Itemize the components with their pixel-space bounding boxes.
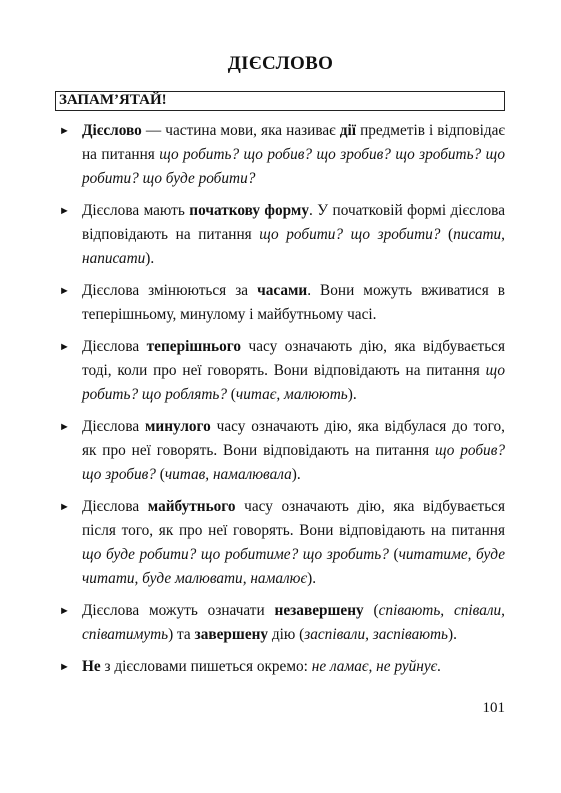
bold-term: теперішнього (146, 338, 241, 355)
rule-text-segment: Дієслова можуть означати (82, 602, 275, 619)
italic-example: що робити? що зробити? (259, 226, 441, 243)
rule-text (82, 202, 505, 267)
bold-term: часами (257, 282, 308, 299)
rule-text-segment: Дієслова мають (82, 202, 190, 219)
remember-box: ЗАПАМ’ЯТАЙ! (55, 91, 505, 111)
bold-term: завершену (194, 626, 269, 643)
rules-list (59, 119, 505, 687)
rule-item (59, 599, 505, 647)
italic-example: що робив? що зробив? (82, 442, 505, 483)
rule-text-segment: часу означають дію, яка відбулася до того, як про неї говорять. Вони відповідають на питання (82, 418, 505, 459)
italic-example: співають, співали, співатимуть (82, 602, 505, 643)
rule-text-segment: ). (347, 386, 357, 403)
bold-term: початкову форму (189, 202, 310, 219)
rule-text (82, 338, 505, 403)
rule-text-segment: ( (388, 546, 399, 563)
rule-text-segment: з дієсловами пишеться окремо: (100, 658, 312, 675)
triangle-bullet-icon: ► (59, 501, 70, 513)
italic-example: заспівали, заспівають (304, 626, 449, 643)
rule-text-segment: часу означають дію, яка відбувається після того, як про неї говорять. Вони відповідають на питання (82, 498, 505, 539)
rule-text-segment: ) та (168, 626, 195, 643)
rule-text (82, 602, 505, 643)
triangle-bullet-icon: ► (59, 661, 70, 673)
italic-example: читав, намалювала (164, 466, 292, 483)
rule-item (59, 279, 505, 327)
rule-text-segment: Дієслова (82, 338, 147, 355)
rule-item (59, 415, 505, 487)
rule-text-segment: ). (448, 626, 457, 643)
bold-term: незавершену (274, 602, 364, 619)
rule-text-segment: ). (307, 570, 317, 587)
rule-text (82, 122, 505, 187)
rule-item (59, 199, 505, 271)
rule-text-segment: ( (363, 602, 379, 619)
rule-text-segment: ( (155, 466, 165, 483)
triangle-bullet-icon: ► (59, 285, 70, 297)
rule-text-segment: ). (145, 250, 155, 267)
rule-text-segment: ( (226, 386, 236, 403)
rule-item (59, 655, 505, 679)
italic-example: не ламає, не руйнує. (311, 658, 442, 675)
rule-text-segment: ( (440, 226, 454, 243)
italic-example: що робить? що робив? що зробив? що зробить? що робити? що буде робити? (82, 146, 505, 187)
rule-item (59, 119, 505, 191)
rule-text-segment: ). (291, 466, 301, 483)
triangle-bullet-icon: ► (59, 341, 70, 353)
rule-text-segment: Дієслова (82, 418, 146, 435)
rule-text (82, 658, 441, 675)
bold-term: Дієслово (82, 122, 142, 139)
rule-text-segment: — частина мови, яка називає (141, 122, 340, 139)
rule-item (59, 495, 505, 591)
bold-term: майбутнього (147, 498, 236, 515)
italic-example: що робить? що роблять? (82, 362, 505, 403)
rule-item (59, 335, 505, 407)
italic-example: що буде робити? що робитиме? що зробить? (82, 546, 389, 563)
rule-text-segment: Дієслова змінюються за (82, 282, 258, 299)
rule-text-segment: предметів і відповідає на питання (82, 122, 505, 163)
bold-term: Не (82, 658, 101, 675)
triangle-bullet-icon: ► (59, 125, 70, 137)
rule-text-segment: . Вони можуть вживатися в теперішньому, минулому і майбутньому часі. (82, 282, 505, 323)
triangle-bullet-icon: ► (59, 205, 70, 217)
rule-text (82, 418, 505, 483)
rule-text-segment: . У початковій формі дієслова відповідають на питання (82, 202, 505, 243)
italic-example: писати, написати (82, 226, 505, 267)
triangle-bullet-icon: ► (59, 605, 70, 617)
rule-text-segment: часу означають дію, яка відбувається тоді, коли про неї говорять. Вони відповідають на питання (82, 338, 505, 379)
rule-text (82, 282, 505, 323)
bold-term: дії (339, 122, 357, 139)
italic-example: читатиме, буде читати, буде малювати, намалює (82, 546, 506, 587)
rule-text-segment: дію ( (268, 626, 305, 643)
page-title: ДІЄСЛОВО (227, 53, 334, 74)
triangle-bullet-icon: ► (59, 421, 70, 433)
rule-text (82, 498, 505, 587)
italic-example: читає, малюють (235, 386, 348, 403)
bold-term: минулого (145, 418, 211, 435)
page-number: 101 (482, 700, 505, 716)
rule-text-segment: Дієслова (82, 498, 148, 515)
